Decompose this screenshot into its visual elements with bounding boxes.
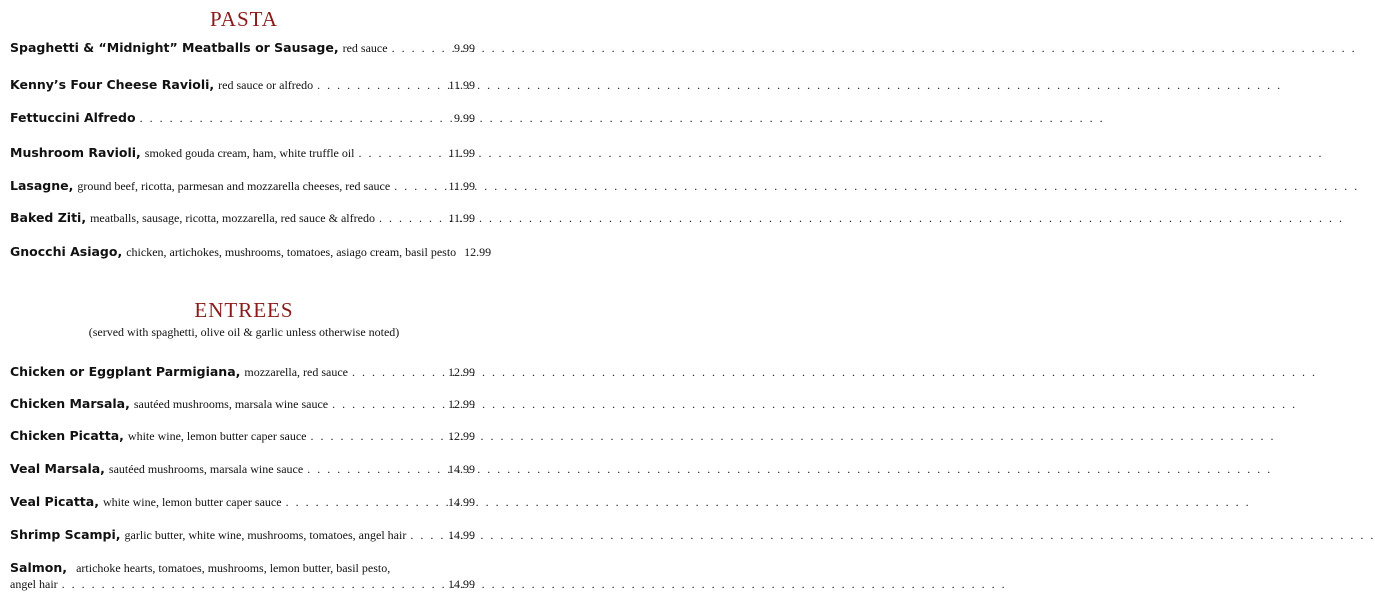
menu-item-price: 14.99 <box>448 462 475 476</box>
dot-leader <box>311 428 445 444</box>
menu-item <box>10 461 475 477</box>
menu-item-description: sautéed mushrooms, marsala wine sauce <box>133 397 329 411</box>
menu-item-description: smoked gouda cream, ham, white truffle oil <box>144 146 355 160</box>
dot-leader <box>307 461 444 477</box>
menu-item <box>10 110 475 126</box>
menu-item-price: 14.99 <box>448 495 475 509</box>
menu-item-description: red sauce <box>342 41 388 55</box>
menu-item-description: meatballs, sausage, ricotta, mozzarella, red sauce & alfredo <box>90 211 375 225</box>
dot-leader <box>140 110 450 126</box>
menu-item-name: Salmon, <box>10 560 67 575</box>
menu-item-name: Chicken Picatta, <box>10 428 124 443</box>
pasta-section-title: PASTA <box>210 7 278 31</box>
menu-item <box>10 527 475 543</box>
menu-item-name: Gnocchi Asiago, <box>10 244 123 259</box>
menu-item-price: 14.99 <box>448 528 475 542</box>
menu-item-second-line <box>10 576 475 592</box>
menu-item-description: mozzarella, red sauce <box>244 365 348 379</box>
menu-item <box>10 428 475 444</box>
menu-item-description: red sauce or alfredo <box>218 78 314 92</box>
menu-item <box>10 396 475 412</box>
dot-leader <box>62 576 444 592</box>
menu-item-name: Chicken Marsala, <box>10 396 130 411</box>
menu-item-description: chicken, artichokes, mushrooms, tomatoes, asiago cream, basil pesto <box>126 245 457 259</box>
dot-leader <box>410 527 444 543</box>
menu-item-description: sautéed mushrooms, marsala wine sauce <box>108 462 304 476</box>
menu-item-name: Veal Picatta, <box>10 494 99 509</box>
dot-leader <box>332 396 444 412</box>
menu-item-price: 11.99 <box>448 78 475 92</box>
dot-leader <box>317 77 444 93</box>
menu-item-price: 12.99 <box>448 429 475 443</box>
menu-item <box>10 559 475 592</box>
menu-item-price: 9.99 <box>454 111 475 125</box>
menu-item <box>10 364 475 380</box>
menu-item-price: 12.99 <box>448 365 475 379</box>
dot-leader <box>359 145 445 161</box>
menu-item-name: Fettuccini Alfredo <box>10 110 136 125</box>
menu-item <box>10 145 475 161</box>
dot-leader <box>394 178 444 194</box>
menu-item-price: 12.99 <box>448 397 475 411</box>
menu-item <box>10 244 492 260</box>
dot-leader <box>352 364 444 380</box>
menu-item-name: Spaghetti & “Midnight” Meatballs or Sausage, <box>10 40 339 55</box>
menu-item-name: Lasagne, <box>10 178 74 193</box>
menu-item-name: Mushroom Ravioli, <box>10 145 141 160</box>
menu-item <box>10 40 475 56</box>
menu-item-name: Chicken or Eggplant Parmigiana, <box>10 364 241 379</box>
menu-item <box>10 77 475 93</box>
menu-item-price: 11.99 <box>448 146 475 160</box>
entrees-section-title: ENTREES <box>194 298 294 322</box>
menu-item-price: 11.99 <box>448 179 475 193</box>
menu-item-description-continued: angel hair <box>10 577 58 591</box>
menu-item <box>10 210 475 226</box>
menu-item-description: white wine, lemon butter caper sauce <box>102 495 282 509</box>
dot-leader <box>392 40 450 56</box>
menu-item-price: 9.99 <box>454 41 475 55</box>
menu-item-description: ground beef, ricotta, parmesan and mozzarella cheeses, red sauce <box>77 179 391 193</box>
menu-item-description: artichoke hearts, tomatoes, mushrooms, lemon butter, basil pesto, <box>76 561 391 575</box>
menu-item-description: garlic butter, white wine, mushrooms, tomatoes, angel hair <box>124 528 407 542</box>
menu-item-name: Kenny’s Four Cheese Ravioli, <box>10 77 215 92</box>
menu-item-price: 14.99 <box>448 577 475 591</box>
menu-item-name: Shrimp Scampi, <box>10 527 121 542</box>
menu-item <box>10 178 475 194</box>
menu-item-price: 12.99 <box>464 245 492 259</box>
menu-item-first-line <box>10 559 475 576</box>
menu-item-description: white wine, lemon butter caper sauce <box>127 429 307 443</box>
entrees-subtitle: (served with spaghetti, olive oil & garlic unless otherwise noted) <box>88 325 400 339</box>
menu-item <box>10 494 475 510</box>
dot-leader <box>379 210 444 226</box>
menu-item-price: 11.99 <box>448 211 475 225</box>
menu-item-name: Baked Ziti, <box>10 210 87 225</box>
menu-item-name: Veal Marsala, <box>10 461 105 476</box>
dot-leader <box>286 494 444 510</box>
